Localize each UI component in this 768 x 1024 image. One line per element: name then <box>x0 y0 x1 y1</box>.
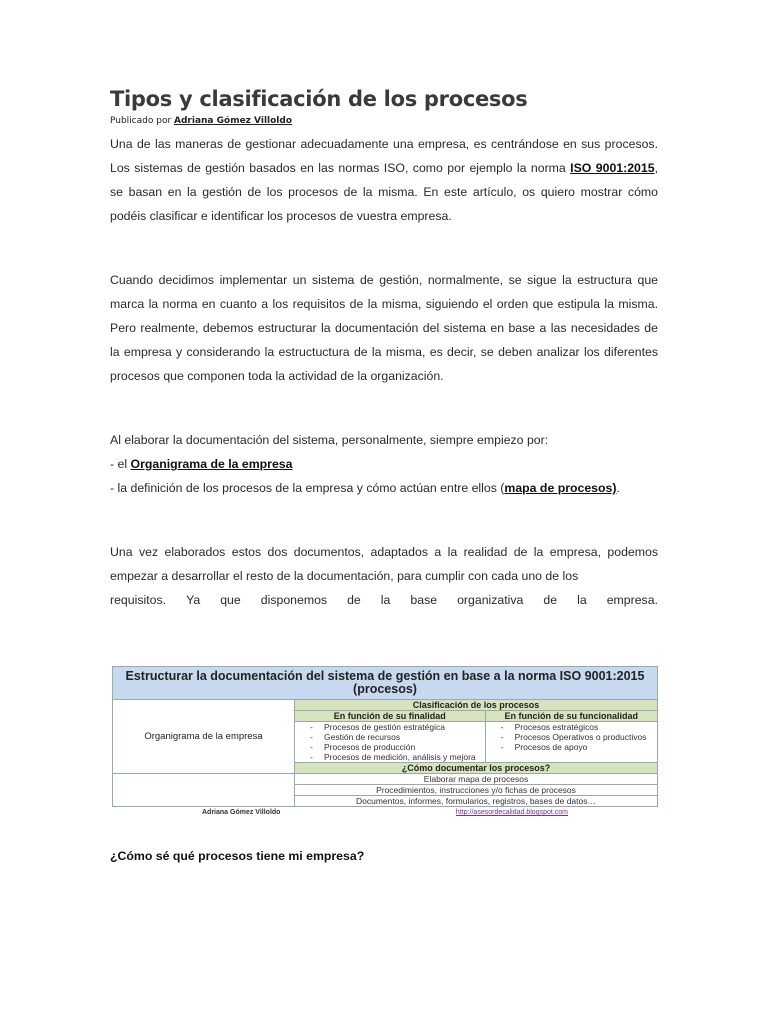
col2-list-cell <box>485 722 657 763</box>
process-figure <box>112 666 658 816</box>
org-blank-cell <box>113 774 295 807</box>
col1-list-cell <box>295 722 486 763</box>
how-title: ¿Cómo documentar los procesos? <box>295 763 658 774</box>
caption-url[interactable]: http://asesordecalidad.blogspot.com <box>455 809 568 816</box>
article <box>110 84 658 612</box>
paragraph-intro <box>110 132 658 228</box>
paragraph-intro-text-2: , se basan en la gestión de los procesos de la misma. En este artículo, os quiero mostrar cómo podéis clasificar e identificar los procesos de vuestra empresa. <box>110 161 658 223</box>
figure-caption <box>112 809 658 816</box>
last-line-word: empresa. <box>606 593 658 607</box>
start-item-1-prefix: - el <box>110 457 131 471</box>
byline-prefix: Publicado por <box>110 116 175 126</box>
start-item-organigrama <box>110 452 658 476</box>
byline <box>110 116 658 126</box>
col2-item: - Procesos Operativos o productivos <box>515 732 654 742</box>
last-line-word: disponemos <box>260 593 328 607</box>
last-line-word: base <box>410 593 438 607</box>
start-item-mapa <box>110 476 658 500</box>
process-table <box>112 666 658 807</box>
col1-title: En función de su finalidad <box>295 711 486 722</box>
paragraph-start <box>110 428 658 500</box>
paragraph-next-steps: Una vez elaborados estos dos documentos, adaptados a la realidad de la empresa, podemos empezar a desarrollar el resto de la documentación, para cumplir con cada uno de los <box>110 545 658 583</box>
org-label: Organigrama de la empresa <box>113 700 295 774</box>
start-intro: Al elaborar la documentación del sistema, personalmente, siempre empiezo por: <box>110 433 549 447</box>
paragraph-intro-text-1: Una de las maneras de gestionar adecuadamente una empresa, es centrándose en sus procesos. Los sistemas de gestión basados en las normas ISO, como por ejemplo la norma <box>110 137 658 175</box>
last-line-word: organizativa <box>457 593 524 607</box>
col1-item: - Procesos de producción <box>324 742 482 752</box>
mapa-procesos-link[interactable]: mapa de procesos) <box>504 481 617 495</box>
how-row: Elaborar mapa de procesos <box>295 774 658 785</box>
author-link[interactable]: Adriana Gómez Villoldo <box>174 116 293 126</box>
paragraph-next-steps-last-line <box>110 588 658 612</box>
classification-title: Clasificación de los procesos <box>295 700 658 711</box>
col1-item: - Procesos de medición, análisis y mejora <box>324 752 482 762</box>
start-item-2-prefix: - la definición de los procesos de la empresa y cómo actúan entre ellos ( <box>110 481 505 495</box>
how-row: Procedimientos, instrucciones y/o fichas de procesos <box>295 785 658 796</box>
figure-header: Estructurar la documentación del sistema de gestión en base a la norma ISO 9001:2015 (procesos) <box>113 667 658 700</box>
col2-item: - Procesos de apoyo <box>515 742 654 752</box>
organigrama-link[interactable]: Organigrama de la empresa <box>130 457 293 471</box>
col1-item: - Procesos de gestión estratégica <box>324 722 482 732</box>
col1-item: - Gestión de recursos <box>324 732 482 742</box>
last-line-word: la <box>380 593 391 607</box>
last-line-word: la <box>577 593 587 607</box>
section-question: ¿Cómo sé qué procesos tiene mi empresa? <box>110 849 365 863</box>
last-line-word: de <box>347 593 361 607</box>
iso-link[interactable]: ISO 9001:2015 <box>570 161 655 175</box>
col2-item: - Procesos estratégicos <box>515 722 654 732</box>
page-title: Tipos y clasificación de los procesos <box>110 87 528 111</box>
col2-title: En función de su funcionalidad <box>485 711 657 722</box>
start-item-2-suffix: . <box>616 481 620 495</box>
caption-author: Adriana Gómez Villoldo <box>202 809 281 816</box>
last-line-word: que <box>220 593 241 607</box>
last-line-word: Ya <box>186 593 201 607</box>
paragraph-structure: Cuando decidimos implementar un sistema de gestión, normalmente, se sigue la estructura que marca la norma en cuanto a los requisitos de la misma, siguiendo el orden que estipula la misma. Pero realmente, debemos estructurar la documentación del sistema en base a las necesidades de la empresa y considerando la estructuctura de la misma, es decir, se deben analizar los diferentes procesos que componen toda la actividad de la organización. <box>110 273 658 383</box>
last-line-word: requisitos. <box>110 593 167 607</box>
how-row: Documentos, informes, formularios, registros, bases de datos… <box>295 796 658 807</box>
last-line-word: de <box>543 593 558 607</box>
